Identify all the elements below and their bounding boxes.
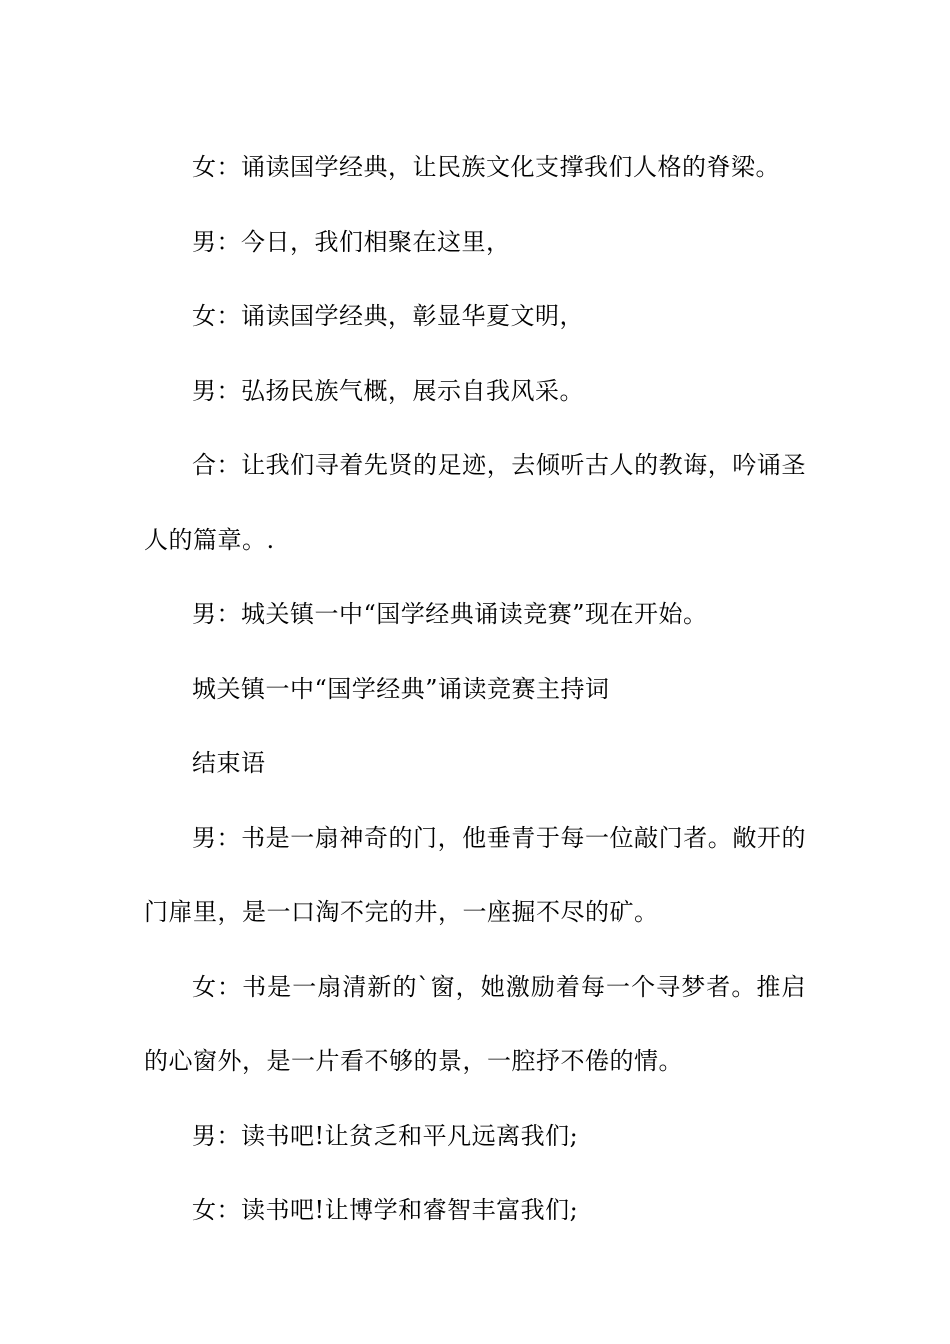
paragraph-3: 女：诵读国学经典，彰显华夏文明， [192, 302, 584, 330]
paragraph-11: 男：读书吧!让贫乏和平凡远离我们; [192, 1121, 579, 1150]
paragraph-10: 女：书是一扇清新的`窗，她激励着每一个寻梦者。推启的心窗外，是一片看不够的景，一腔抒不倦的情。 [144, 972, 806, 1075]
section-heading-closing: 结束语 [192, 749, 266, 777]
paragraph-6: 男：城关镇一中“国学经典诵读竞赛”现在开始。 [192, 600, 708, 628]
document-body [144, 130, 806, 1248]
paragraph-4: 男：弘扬民族气概，展示自我风采。 [192, 376, 584, 405]
paragraph-12: 女：读书吧!让博学和睿智丰富我们; [192, 1196, 579, 1224]
paragraph-5: 合：让我们寻着先贤的足迹，去倾听古人的教诲，吟诵圣人的篇章。. [144, 451, 806, 554]
paragraph-2: 男：今日，我们相聚在这里， [192, 227, 511, 256]
section-title: 城关镇一中“国学经典”诵读竞赛主持词 [192, 674, 610, 703]
paragraph-9: 男：书是一扇神奇的门，他垂青于每一位敲门者。敞开的门扉里，是一口淘不完的井，一座掘不尽的矿。 [144, 823, 806, 926]
paragraph-1: 女：诵读国学经典，让民族文化支撑我们人格的脊梁。 [192, 153, 780, 181]
